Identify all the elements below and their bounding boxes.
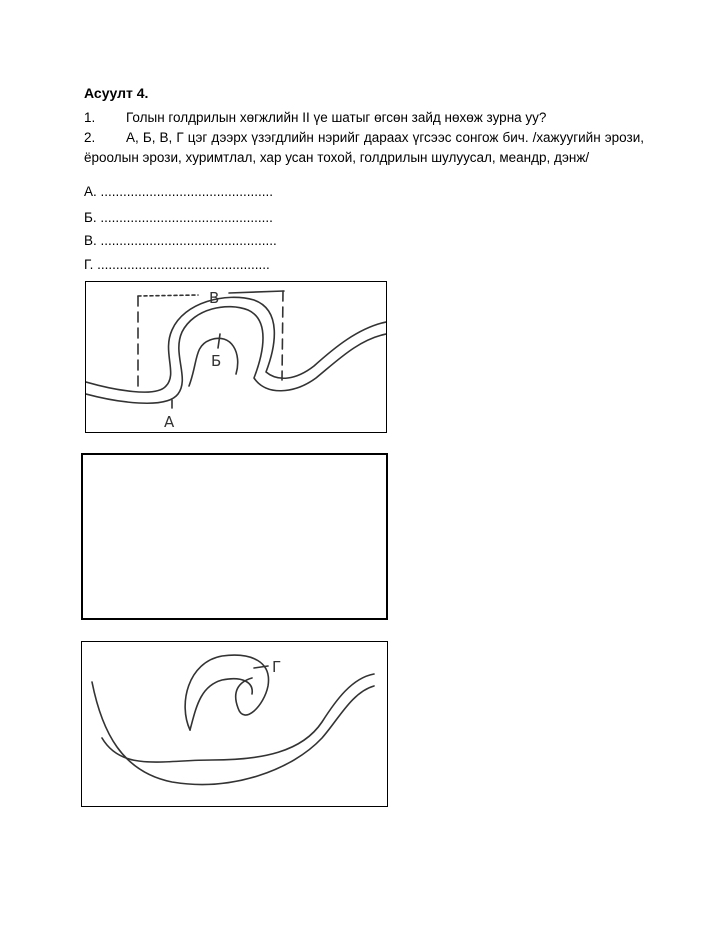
label-b: Б [211,352,222,370]
figure-stage-3 [81,641,388,807]
question-2-text: А, Б, В, Г цэг дээрх үзэгдлийн нэрийг дараах үгсээс сонгож бич. /хажуугийн эрози, ёроолын эрози, хуримтлал, хар усан тохой, голдрилын шулуусал, меандр, дэнж/ [84,130,644,165]
label-g: Г [272,658,282,676]
label-v: В [209,289,220,307]
answer-line-b[interactable]: Б. .............................................. [84,210,273,225]
question-1-text: Голын голдрилын хөгжлийн II үе шатыг өгсөн зайд нөхөж зурна уу? [126,110,547,125]
question-2-number: 2. [84,130,96,145]
answer-line-v[interactable]: В. ............................................... [84,233,277,248]
question-heading: Асуулт 4. [84,85,149,101]
answer-line-g[interactable]: Г. .............................................. [84,257,270,272]
question-1-number: 1. [84,110,96,125]
question-2 [84,128,644,168]
question-1 [84,108,644,128]
figure-stage-1 [85,281,387,433]
river-sketch-stage-1 [86,282,386,432]
drawing-area-stage-2[interactable] [81,453,388,620]
answer-line-a[interactable]: А. .............................................. [84,184,274,199]
river-sketch-stage-3 [82,642,387,806]
label-a: А [164,413,175,431]
